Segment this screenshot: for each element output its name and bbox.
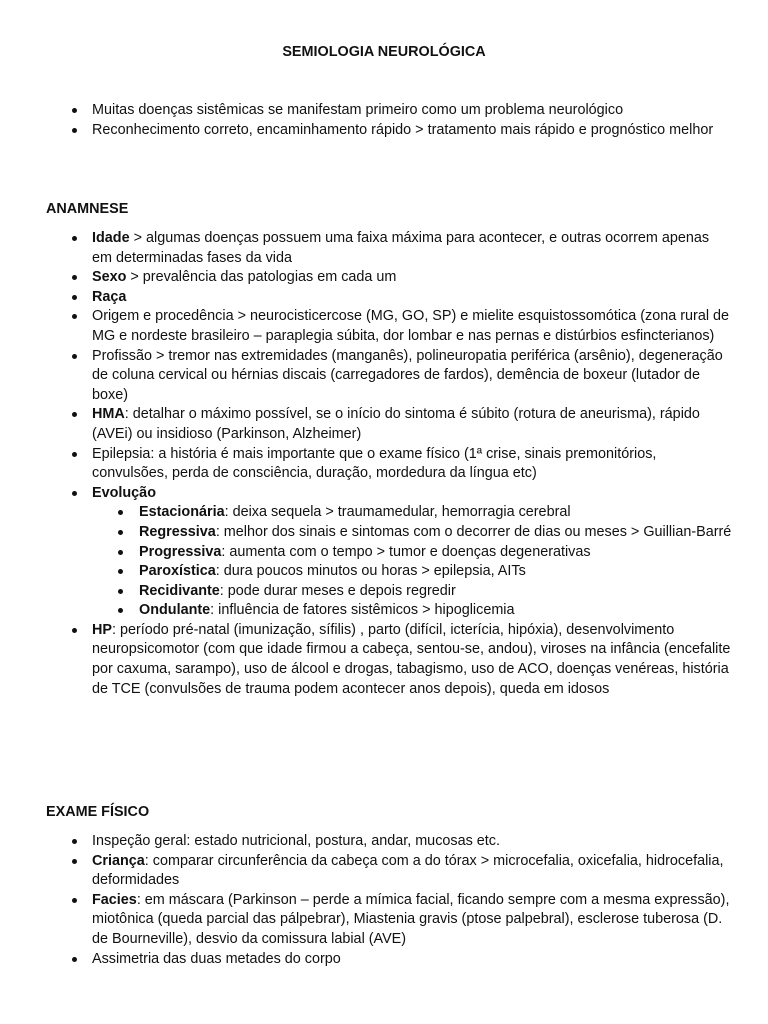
- list-item: [92, 950, 732, 970]
- list-item: [92, 891, 732, 950]
- section-heading-anamnese: ANAMNESE: [46, 201, 129, 217]
- item-text: Origem e procedência > neurocisticercose (MG, GO, SP) e mielite esquistossomótica (zona rural de MG e nordeste brasileiro – paraplegia súbita, dor lombar e nas pernas e distúrbios esfincterianos): [92, 308, 730, 344]
- item-text: Profissão > tremor nas extremidades (manganês), polineuropatia periférica (arsênio), degeneração de coluna cervical ou hérnias discais (carregadores de fardos), demência de boxeur (lutador de boxe): [92, 347, 723, 403]
- item-term: Evolução: [92, 484, 156, 501]
- evolucao-sublist: [92, 503, 732, 621]
- item-text: : influência de fatores sistêmicos > hipoglicemia: [210, 602, 515, 619]
- exame-list: [92, 832, 732, 969]
- item-term: Recidivante: [139, 582, 220, 599]
- item-term: Ondulante: [139, 602, 211, 619]
- item-text: : período pré-natal (imunização, sífilis) , parto (difícil, icterícia, hipóxia), desenvolvimento neuropsicomotor (com que idade firmou a cabeça, sentou-se, andou), viroses na infância (encefalite por caxuma, sarampo), uso de álcool e drogas, tabagismo, uso de ACO, doenças venéreas, história de TCE (convulsões de trauma podem acontecer anos depois), queda em idosos: [92, 621, 731, 697]
- item-text: : aumenta com o tempo > tumor e doenças degenerativas: [221, 543, 591, 560]
- item-term: Estacionária: [139, 504, 225, 521]
- list-item: [92, 445, 732, 484]
- item-text: : detalhar o máximo possível, se o início do sintoma é súbito (rotura de aneurisma), rápido (AVEi) ou insidioso (Parkinson, Alzheimer): [92, 406, 700, 442]
- list-item: [92, 832, 732, 852]
- list-item-evolucao: [92, 484, 732, 621]
- item-text: Assimetria das duas metades do corpo: [92, 950, 341, 967]
- item-term: HP: [92, 621, 112, 638]
- item-term: Progressiva: [139, 543, 222, 560]
- sublist-item: [139, 601, 732, 621]
- item-term: Idade: [92, 230, 130, 246]
- item-text: Epilepsia: a história é mais importante que o exame físico (1ª crise, sinais premonitórios, convulsões, perda de consciência, duração, mordedura da língua etc): [92, 445, 657, 482]
- item-term: Sexo: [92, 269, 127, 286]
- list-item: Reconhecimento correto, encaminhamento rápido > tratamento mais rápido e prognóstico melhor: [92, 121, 732, 141]
- item-text: : comparar circunferência da cabeça com a do tórax > microcefalia, oxicefalia, hidrocefalia, deformidades: [92, 852, 724, 889]
- item-text: > prevalência das patologias em cada um: [126, 269, 397, 286]
- item-text: : deixa sequela > traumamedular, hemorragia cerebral: [224, 504, 571, 521]
- item-term: Facies: [92, 891, 137, 908]
- item-text: : pode durar meses e depois regredir: [219, 582, 456, 599]
- item-term: Regressiva: [139, 523, 216, 540]
- list-item: [92, 621, 732, 699]
- intro-list: [92, 101, 732, 140]
- item-text: > algumas doenças possuem uma faixa máxima para acontecer, e outras ocorrem apenas em determinadas fases da vida: [92, 230, 710, 266]
- item-text: Inspeção geral: estado nutricional, postura, andar, mucosas etc.: [92, 833, 500, 849]
- list-item: [92, 268, 732, 288]
- item-term: Raça: [92, 288, 127, 305]
- list-item: [92, 307, 732, 346]
- item-text: : dura poucos minutos ou horas > epilepsia, AITs: [215, 563, 526, 580]
- sublist-item: [139, 562, 732, 582]
- list-item: [92, 288, 732, 308]
- sublist-item: [139, 503, 732, 523]
- sublist-item: [139, 543, 732, 563]
- sublist-item: [139, 582, 732, 602]
- list-item: Muitas doenças sistêmicas se manifestam primeiro como um problema neurológico: [92, 101, 732, 121]
- list-item: [92, 347, 732, 406]
- anamnese-list: [92, 229, 732, 699]
- list-item: [92, 405, 732, 444]
- item-text: : em máscara (Parkinson – perde a mímica facial, ficando sempre com a mesma expressão), miotônica (queda parcial das pálpebrar), Miastenia gravis (ptose palpebral), esclerose tuberosa (D. de Bourneville), desvio da comissura labial (AVE): [92, 891, 730, 947]
- list-item: [92, 229, 732, 268]
- item-term: Criança: [92, 852, 145, 869]
- item-term: HMA: [92, 406, 125, 423]
- document-title: SEMIOLOGIA NEUROLÓGICA: [282, 44, 486, 60]
- sublist-item: [139, 523, 732, 543]
- item-term: Paroxística: [139, 563, 216, 580]
- item-text: : melhor dos sinais e sintomas com o decorrer de dias ou meses > Guillian-Barré: [215, 523, 732, 540]
- section-heading-exame-fisico: EXAME FÍSICO: [46, 804, 150, 820]
- list-item: [92, 852, 732, 891]
